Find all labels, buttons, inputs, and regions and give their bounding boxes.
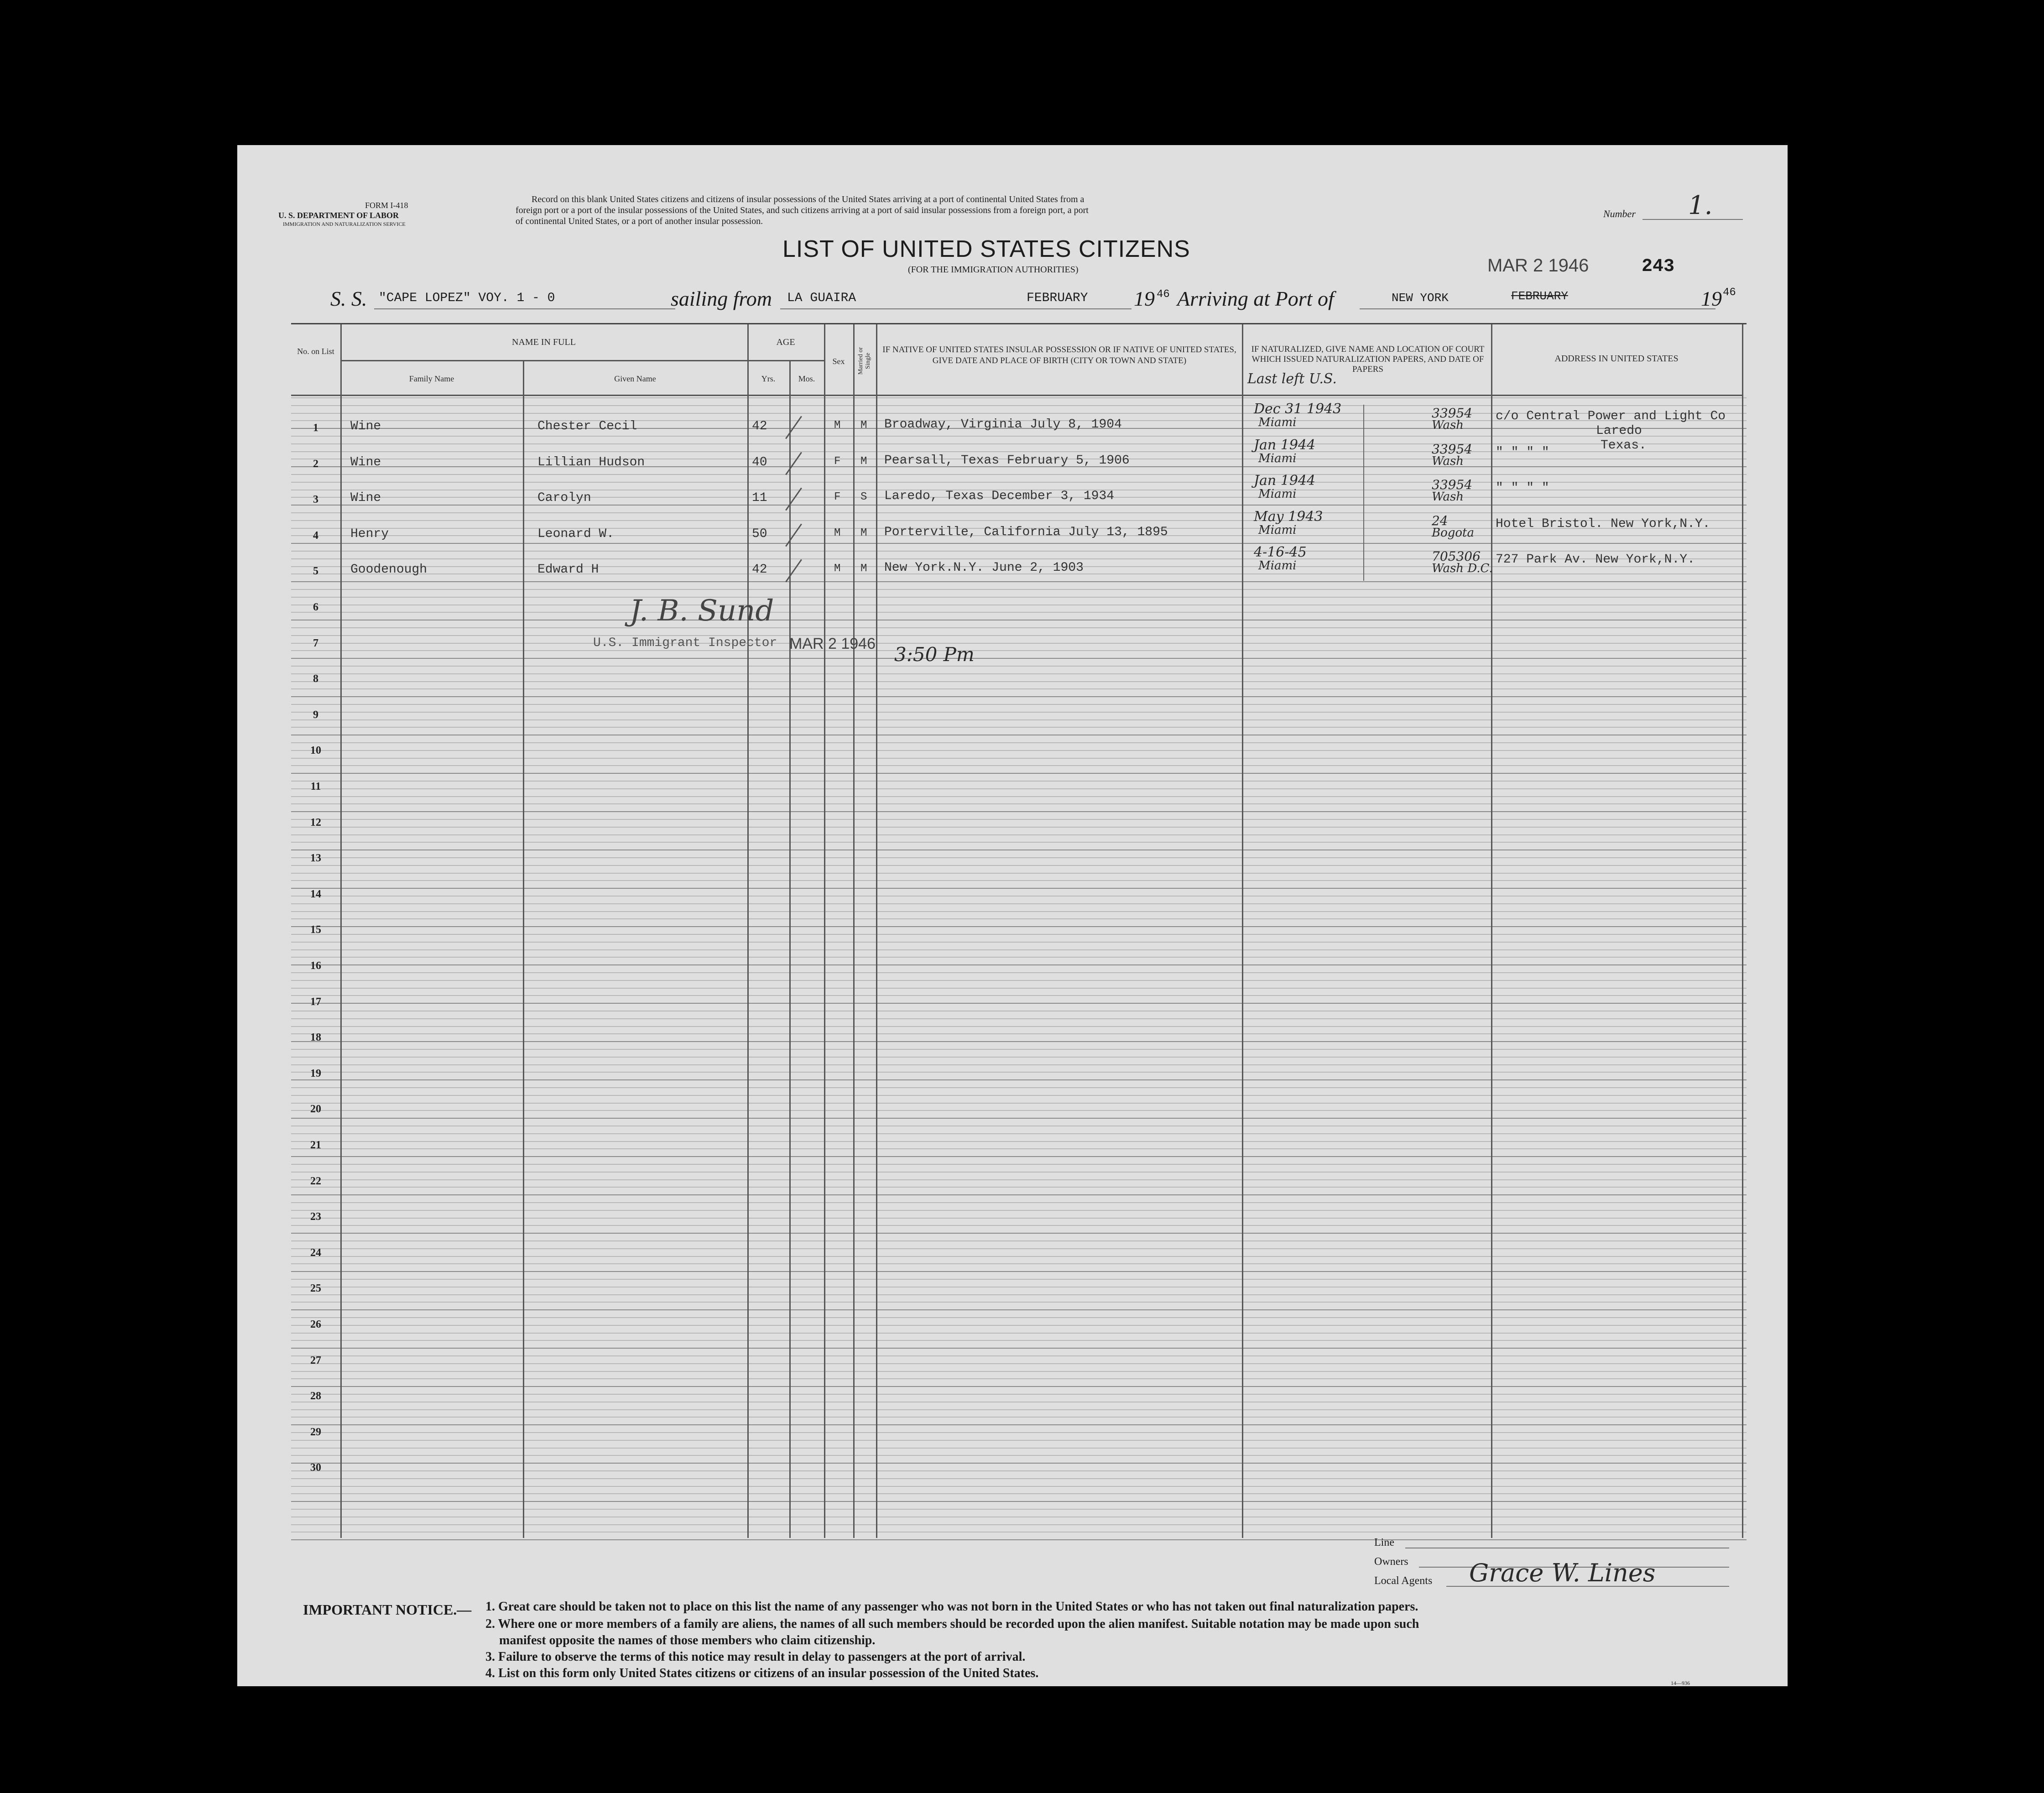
ruled-line [291,474,1747,475]
number-value: 1. [1688,191,1713,220]
row-number: 19 [310,1067,321,1079]
ruled-line [291,581,1747,582]
age-cell: 42 [752,563,767,577]
age-cell: 50 [752,526,767,541]
row-number: 29 [310,1426,321,1438]
ruled-line [291,857,1747,858]
ruled-line [291,1455,1747,1456]
header-family-name: Family Name [409,374,454,383]
family-name-cell: Wine [350,419,381,433]
ruled-line [291,1118,1747,1119]
row-number: 3 [313,494,318,506]
ruled-line [291,903,1747,904]
ruled-line [291,934,1747,935]
ruled-line [291,1003,1747,1004]
row-number: 25 [310,1282,321,1295]
ruled-line [291,773,1747,774]
ruled-line [291,1493,1747,1494]
ruled-line [291,765,1747,766]
marital-status-cell: M [860,526,867,539]
age-cell: 40 [752,455,767,469]
address-cell: c/o Central Power and Light Co [1496,409,1726,423]
ruled-line [291,1133,1747,1134]
ruled-line [291,1049,1747,1050]
stamp-number: 243 [1642,256,1675,277]
age-cell: 11 [752,491,767,506]
ruled-line [291,1424,1747,1425]
ruled-line [291,1432,1747,1433]
row-number: 11 [310,781,321,792]
ruled-line [291,1394,1747,1395]
naturalization-date: May 1943 [1254,508,1323,525]
address-cell-continued: Texas. [1601,438,1647,453]
row-number: 21 [310,1139,321,1151]
ruled-line [291,505,1747,506]
ruled-line [291,1079,1747,1080]
naturalization-number: 33954 [1432,477,1473,493]
ruled-line [291,1325,1747,1326]
row-number: 6 [313,601,318,613]
ruled-line [291,696,1747,697]
ruled-line [291,1302,1747,1303]
row-number: 26 [310,1319,321,1330]
ruled-line [291,397,1747,398]
ruled-line [291,1064,1747,1065]
ruled-line [291,1187,1747,1188]
ruled-line [291,612,1747,613]
ruled-line [291,1033,1747,1034]
inspector-time: 3:50 Pm [894,643,975,666]
ruled-line [291,942,1747,943]
ruled-line [291,1095,1747,1096]
ruled-line [291,1501,1747,1502]
inspector-stamp-date: MAR 2 1946 [789,635,876,652]
header-birth: IF NATIVE OF UNITED STATES INSULAR POSSESSION OR IF NATIVE OF UNITED STATES, GIVE DATE AND PLACE OF BIRTH (CITY OR TOWN AND STATE) [882,345,1236,365]
ruled-line [291,1141,1747,1142]
ruled-line [291,1026,1747,1027]
departure-year: 46 [1157,288,1170,301]
handwritten-last-left-note: Last left U.S. [1247,371,1337,387]
ruled-line [291,681,1747,682]
notice-1: 1. Great care should be taken not to place on this list the name of any passenger who was not born in the United States or who has not taken out final naturalization papers. [485,1600,1418,1614]
marital-status-cell: S [860,491,867,504]
department-label: U. S. DEPARTMENT OF LABOR [278,211,399,220]
naturalization-handwritten-line [1363,405,1364,581]
birthplace-cell: Laredo, Texas December 3, 1934 [884,489,1115,504]
ruled-line [291,1509,1747,1510]
arrival-port-underline [1360,308,1716,309]
departure-month: FEBRUARY [1027,291,1088,305]
naturalization-number: 33954 [1432,441,1473,457]
ruled-line [291,865,1747,866]
arrival-month: FEBRUARY [1511,289,1568,303]
ruled-line [291,1317,1747,1318]
header-name-in-full: NAME IN FULL [512,337,576,347]
col-divider [824,324,825,1538]
header-naturalized: IF NATURALIZED, GIVE NAME AND LOCATION OF COURT WHICH ISSUED NATURALIZATION PAPERS, AND DATE OF PAPERS [1251,344,1485,374]
ruled-line [291,758,1747,759]
given-name-cell: Lillian Hudson [537,455,645,469]
ruled-line [291,1103,1747,1104]
naturalization-court: Miami [1258,416,1297,429]
ruled-line [291,1448,1747,1449]
ruled-line [291,819,1747,820]
page-title: LIST OF UNITED STATES CITIZENS [782,236,1190,262]
given-name-cell: Edward H [537,563,599,577]
col-divider [789,360,791,1538]
address-cell: " " " " [1496,481,1549,495]
ruled-line [291,712,1747,713]
ruled-line [291,719,1747,720]
naturalization-code: Wash [1432,454,1464,468]
ruled-line [291,888,1747,889]
ruled-line [291,627,1747,628]
naturalization-code: Wash [1432,418,1464,432]
ruled-line [291,443,1747,444]
notice-4: 4. List on this form only United States citizens or citizens of an insular possession of the United States. [485,1666,1039,1680]
ruled-line [291,781,1747,782]
notice-3: 3. Failure to observe the terms of this notice may result in delay to passengers at the port of arrival. [485,1650,1026,1664]
col-divider [853,324,855,1538]
ruled-line [291,1524,1747,1525]
service-label: IMMIGRATION AND NATURALIZATION SERVICE [283,221,406,227]
ruled-line [291,1148,1747,1149]
ruled-line [291,964,1747,965]
sex-cell: F [834,455,841,468]
ruled-line [291,1417,1747,1418]
row-number: 16 [310,960,321,972]
ruled-line [291,673,1747,674]
ruled-line [291,1110,1747,1111]
ruled-line [291,796,1747,797]
number-label: Number [1603,208,1636,219]
ruled-line [291,436,1747,437]
ruled-line [291,1156,1747,1157]
ruled-line [291,995,1747,996]
departure-month-underline [1022,308,1132,309]
notice-title: IMPORTANT NOTICE.— [303,1601,472,1618]
ruled-line [291,643,1747,644]
arrival-port: NEW YORK [1392,291,1449,305]
row-number: 12 [310,816,321,829]
given-name-cell: Leonard W. [537,526,615,541]
instructions-line-3: of continental United States, or a port of another insular possession. [516,216,763,226]
row-number: 1 [313,422,318,434]
ruled-line [291,704,1747,705]
naturalization-date: Jan 1944 [1254,473,1316,489]
marital-status-cell: M [860,455,867,468]
marital-status-cell: M [860,563,867,575]
col-divider [1242,324,1243,1538]
row-number: 23 [310,1211,321,1223]
row-number: 20 [310,1103,321,1115]
ruled-line [291,666,1747,667]
ruled-line [291,1333,1747,1334]
row-number: 9 [313,709,318,721]
row-number: 15 [310,924,321,936]
naturalization-date: Jan 1944 [1254,437,1316,453]
age-cell: 42 [752,419,767,433]
naturalization-court: Miami [1258,523,1297,537]
ruled-line [291,972,1747,973]
ruled-line [291,1309,1747,1310]
address-cell: 727 Park Av. New York,N.Y. [1496,552,1695,567]
naturalization-date: Dec 31 1943 [1254,401,1342,417]
row-number: 14 [310,888,321,900]
ruled-line [291,1539,1747,1540]
address-cell: Hotel Bristol. New York,N.Y. [1496,516,1710,531]
ruled-line [291,1409,1747,1410]
sailing-from-underline [780,308,1022,309]
ruled-line [291,658,1747,659]
row-number: 8 [313,673,318,685]
row-number: 27 [310,1354,321,1366]
given-name-cell: Chester Cecil [537,419,637,433]
row-number: 10 [310,745,321,757]
ruled-line [291,650,1747,651]
inspector-signature: J. B. Sund [630,594,774,628]
birthplace-cell: Broadway, Virginia July 8, 1904 [884,417,1122,432]
ruled-line [291,742,1747,743]
row-number: 28 [310,1390,321,1402]
naturalization-code: Wash [1432,490,1464,504]
header-married-single: Married or Single [857,347,871,375]
address-cell-continued: Laredo [1596,424,1642,438]
ruled-line [291,988,1747,989]
ruled-line [291,1271,1747,1272]
sex-cell: M [834,419,841,432]
ruled-line [291,980,1747,981]
family-name-cell: Goodenough [350,563,428,577]
ruled-line [291,911,1747,912]
naturalization-number: 33954 [1432,406,1473,421]
ruled-line [291,597,1747,598]
row-number: 17 [310,996,321,1008]
col-divider [340,324,342,1538]
passenger-table [291,323,1747,1681]
ruled-line [291,1018,1747,1019]
arrival-year-prefix: 19 [1701,287,1722,310]
row-number: 30 [310,1462,321,1474]
inspector-label: U.S. Immigrant Inspector [593,636,777,650]
naturalization-number: 705306 [1432,549,1481,564]
header-given-name: Given Name [614,374,656,383]
address-cell: " " " " [1496,445,1549,459]
header-age: AGE [776,337,795,347]
naturalization-code: Wash D.C. [1432,562,1493,576]
ruled-line [291,1371,1747,1372]
family-name-cell: Wine [350,455,381,469]
instructions-line-1: Record on this blank United States citizens and citizens of insular possessions of the United States arriving at a port of continental United States from a [532,194,1085,204]
ruled-line [291,1164,1747,1165]
ruled-line [291,1218,1747,1219]
ruled-line [291,873,1747,874]
ruled-line [291,949,1747,950]
ruled-line [291,803,1747,804]
ruled-line [291,1087,1747,1088]
ruled-line [291,1348,1747,1349]
col-divider [523,360,524,1538]
agents-label: Local Agents [1374,1575,1433,1587]
arrival-date-stamp: MAR 2 1946 [1487,255,1589,276]
header-address: ADDRESS IN UNITED STATES [1554,354,1679,364]
ruled-line [291,880,1747,881]
line-label: Line [1374,1537,1394,1548]
ruled-line [291,1210,1747,1211]
row-number: 13 [310,852,321,865]
ruled-line [291,750,1747,751]
ruled-line [291,1386,1747,1387]
given-name-cell: Carolyn [537,491,591,506]
col-divider [747,324,749,1538]
ruled-line [291,827,1747,828]
ship-underline [374,308,675,309]
naturalization-code: Bogota [1432,526,1475,540]
row-number: 5 [313,565,318,578]
ruled-line [291,1470,1747,1471]
family-name-cell: Henry [350,526,389,541]
ruled-line [291,405,1747,406]
ruled-line [291,1340,1747,1341]
naturalization-court: Miami [1258,451,1297,465]
instructions-line-2: foreign port or a port of the insular possessions of the United States, and such citizens arriving at a port of said insular possessions from a foreign port, a port [516,205,1089,215]
row-number: 22 [310,1175,321,1187]
ruled-line [291,842,1747,843]
ruled-line [291,727,1747,728]
ruled-line [291,788,1747,789]
row-number: 4 [313,529,318,542]
print-code: 14—936 [1671,1680,1690,1686]
birthplace-cell: New York.N.Y. June 2, 1903 [884,561,1084,575]
marital-status-cell: M [860,419,867,432]
ruled-line [291,1463,1747,1464]
ruled-line [291,926,1747,927]
sailing-from-label: sailing from [671,287,772,310]
ruled-line [291,918,1747,919]
col-divider [1491,324,1492,1538]
header-mos: Mos. [798,374,815,383]
col-divider [876,324,877,1538]
sex-cell: M [834,526,841,539]
birthplace-cell: Pearsall, Texas February 5, 1906 [884,453,1130,468]
ruled-line [291,1057,1747,1058]
naturalization-date: 4-16-45 [1254,544,1307,561]
ruled-line [291,1256,1747,1257]
ruled-line [291,1279,1747,1280]
ruled-line [291,1072,1747,1073]
birthplace-cell: Porterville, California July 13, 1895 [884,525,1168,539]
header-sex: Sex [832,357,845,366]
ruled-line [291,635,1747,636]
agents-signature: Grace W. Lines [1469,1558,1656,1587]
arriving-label: Arriving at Port of [1177,287,1334,310]
arrival-year: 46 [1723,287,1736,299]
sailing-from-port: LA GUAIRA [787,291,856,305]
naturalization-court: Miami [1258,487,1297,501]
ruled-line [291,1194,1747,1195]
form-sheet [237,145,1788,1686]
ss-label: S. S. [330,287,367,310]
ruled-line [291,1378,1747,1379]
naturalization-court: Miami [1258,559,1297,573]
ruled-line [291,551,1747,552]
subheader-divider [340,360,824,361]
ruled-line [291,1172,1747,1173]
row-number: 2 [313,458,318,470]
ruled-line [291,543,1747,544]
col-divider [1742,324,1743,1538]
header-divider [291,395,1743,396]
ruled-line [291,1225,1747,1226]
ruled-line [291,957,1747,958]
page-subtitle: (FOR THE IMMIGRATION AUTHORITIES) [908,265,1079,275]
sex-cell: F [834,491,841,504]
ruled-line [291,1041,1747,1042]
naturalization-number: 24 [1432,513,1448,528]
row-number: 7 [313,637,318,649]
ruled-line [291,1233,1747,1234]
form-number: FORM I-418 [365,201,408,210]
ruled-line [291,1202,1747,1203]
notice-2: 2. Where one or more members of a family are aliens, the names of all such members should be recorded upon the alien manifest. Suitable notation may be made upon such [485,1617,1419,1631]
row-number: 24 [310,1246,321,1259]
ruled-line [291,1486,1747,1487]
header-no-on-list: No. on List [297,347,334,356]
ruled-line [291,512,1747,513]
ruled-line [291,1179,1747,1180]
ruled-line [291,1363,1747,1364]
ruled-line [291,589,1747,590]
notice-2-cont: manifest opposite the names of those members who claim citizenship. [499,1633,876,1647]
departure-year-prefix: 19 [1134,287,1155,310]
ruled-line [291,811,1747,812]
ruled-line [291,688,1747,689]
family-name-cell: Wine [350,491,381,506]
owners-label: Owners [1374,1556,1408,1568]
ruled-line [291,1478,1747,1479]
ruled-line [291,1440,1747,1441]
ship-name: "CAPE LOPEZ" VOY. 1 - 0 [379,291,555,305]
sex-cell: M [834,563,841,575]
ruled-line [291,1355,1747,1356]
ruled-line [291,1263,1747,1264]
row-number: 18 [310,1032,321,1044]
ruled-line [291,834,1747,835]
header-yrs: Yrs. [761,374,776,383]
ruled-line [291,1294,1747,1295]
ruled-line [291,1248,1747,1249]
